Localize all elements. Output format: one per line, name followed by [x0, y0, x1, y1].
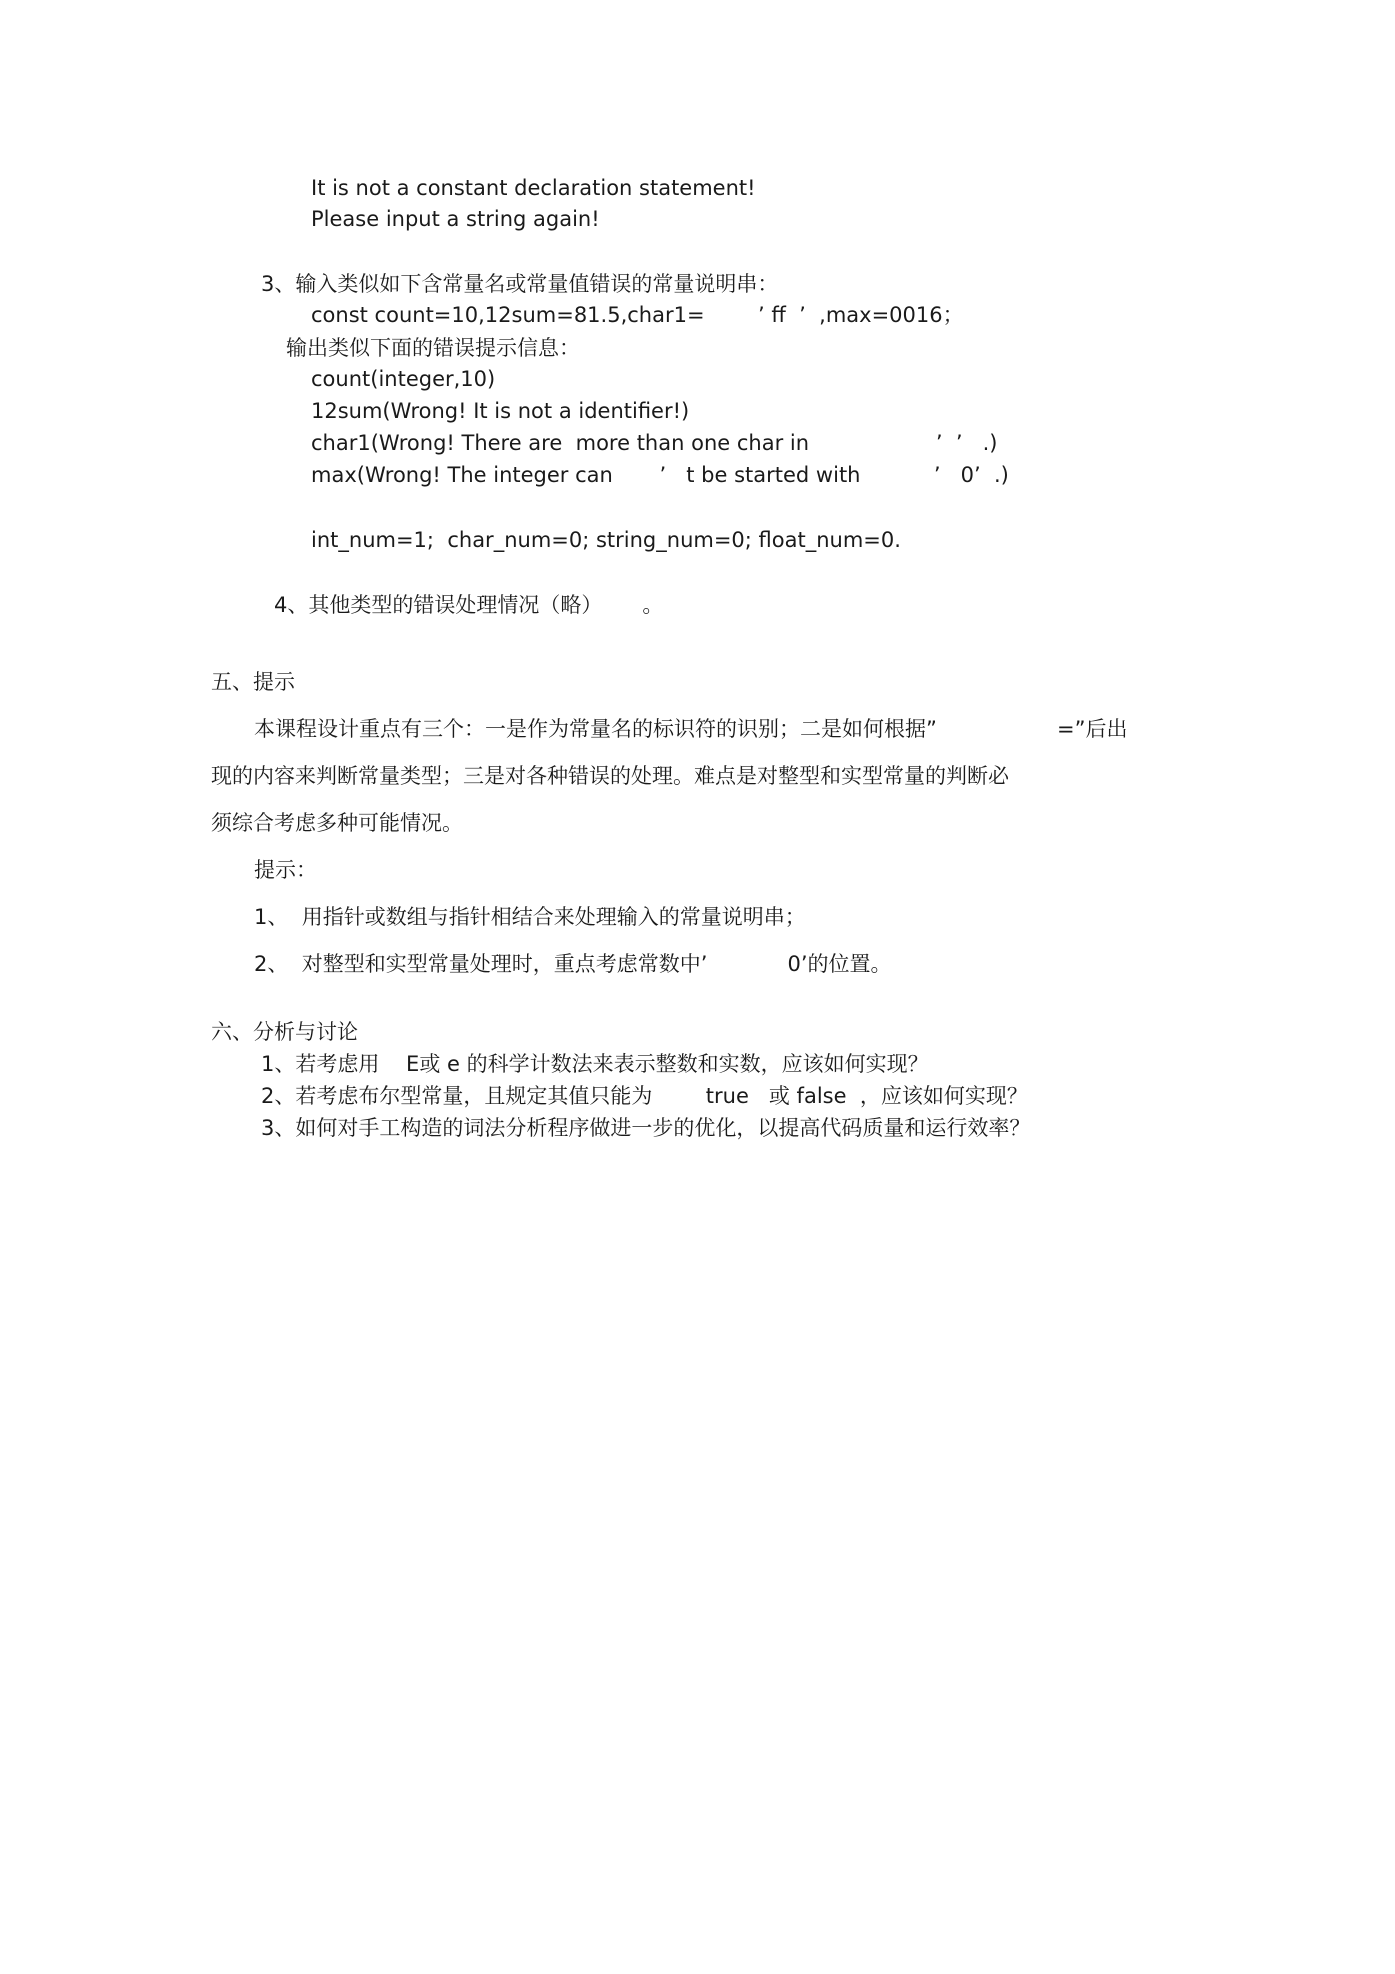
error-message-2: Please input a string again!: [311, 207, 600, 231]
section-5-para-line-3: 须综合考虑多种可能情况。: [211, 811, 463, 835]
item-3-output-4: max(Wrong! The integer can ’ t be started with ’ 0’ .): [311, 463, 1009, 487]
section-5-hint-1: 1、 用指针或数组与指针相结合来处理输入的常量说明串；: [254, 905, 806, 929]
section-6-title: 六、分析与讨论: [211, 1020, 358, 1044]
item-3-counts: int_num=1; char_num=0; string_num=0; float_num=0.: [311, 528, 901, 552]
item-3-output-1: count(integer,10): [311, 367, 496, 391]
error-message-1: It is not a constant declaration statement!: [311, 176, 756, 200]
section-5-hint-label: 提示：: [254, 858, 317, 882]
section-5-para-line-1: 本课程设计重点有三个：一是作为常量名的标识符的识别；二是如何根据” =”后出: [254, 717, 1128, 741]
item-3-heading: 3、输入类似如下含常量名或常量值错误的常量说明串：: [261, 272, 779, 296]
section-6-question-1: 1、若考虑用 E或 e 的科学计数法来表示整数和实数，应该如何实现？: [261, 1052, 929, 1076]
section-5-hint-2: 2、 对整型和实型常量处理时，重点考虑常数中’ 0’的位置。: [254, 952, 892, 976]
item-4-text: 4、其他类型的错误处理情况（略） 。: [274, 593, 664, 617]
section-6-question-3: 3、如何对手工构造的词法分析程序做进一步的优化，以提高代码质量和运行效率？: [261, 1116, 1031, 1140]
section-5-title: 五、提示: [211, 670, 295, 694]
item-3-output-3: char1(Wrong! There are more than one char in ’ ’ .): [311, 431, 998, 455]
section-5-para-line-2: 现的内容来判断常量类型；三是对各种错误的处理。难点是对整型和实型常量的判断必: [211, 764, 1009, 788]
item-3-output-heading: 输出类似下面的错误提示信息：: [286, 336, 580, 360]
item-3-example: const count=10,12sum=81.5,char1= ’ ff ’ ,max=0016；: [311, 303, 964, 327]
section-6-question-2: 2、若考虑布尔型常量，且规定其值只能为 true 或 false ，应该如何实现？: [261, 1084, 1028, 1108]
item-3-output-2: 12sum(Wrong! It is not a identifier!): [311, 399, 690, 423]
